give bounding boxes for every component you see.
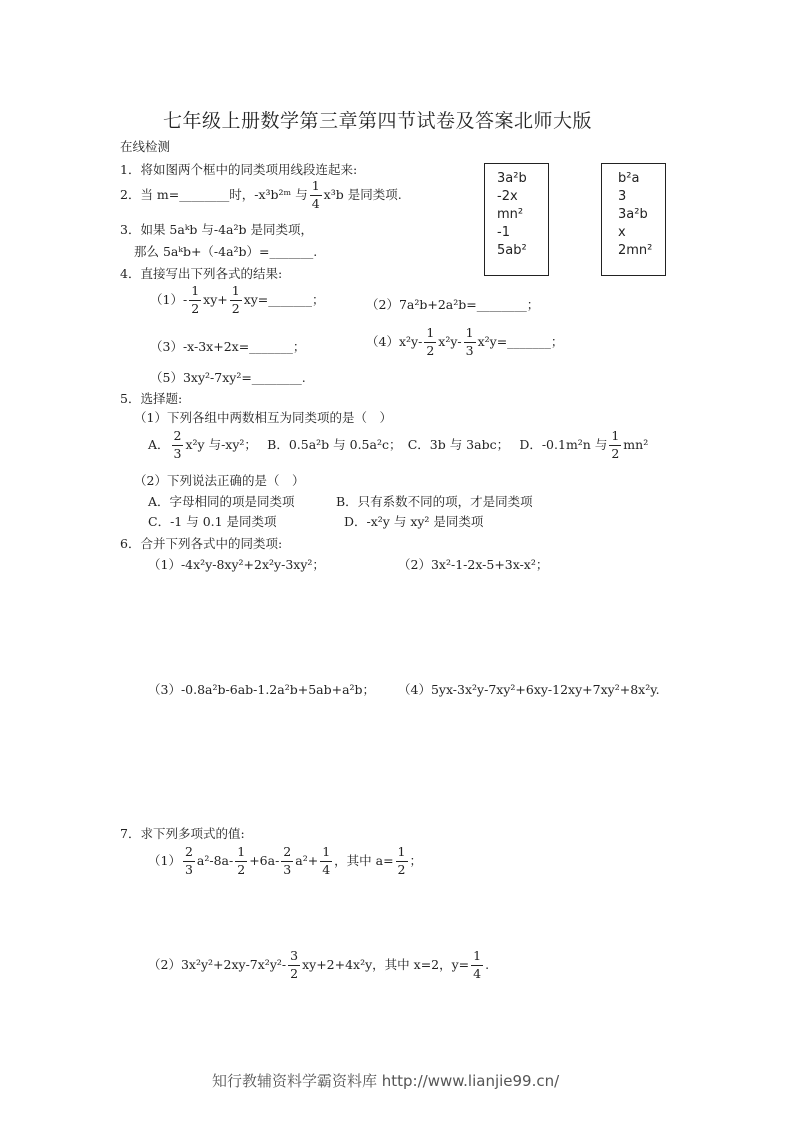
q5-sub-1-options: A． $\frac{2}{3}$ x²y 与-xy²； B．0.5a²b 与 0.5a²c； C．3b 与 3abc； D．-0.1m²n 与 $\frac{1}{2}$ mn²: [148, 428, 649, 461]
left-term: 5ab²: [497, 243, 527, 258]
left-term: -2x: [497, 189, 518, 204]
q2-text-a: 2．当 m=________时，-x³b²ᵐ 与: [120, 187, 308, 202]
question-6-head: 6．合并下列各式中的同类项:: [120, 536, 283, 551]
page-title: 七年级上册数学第三章第四节试卷及答案北师大版: [163, 110, 593, 132]
left-term: mn²: [497, 207, 524, 222]
left-term: -1: [497, 225, 510, 240]
q5-sub-2-option-b: B．只有系数不同的项，才是同类项: [336, 494, 533, 509]
fraction: $\frac{1}{2}$: [426, 325, 435, 358]
q4-part-1: （1）- $\frac{1}{2}$ xy+ $\frac{1}{2}$ xy=_______；: [150, 283, 325, 316]
right-term: 3a²b: [618, 207, 648, 222]
right-term-box: [601, 163, 666, 276]
q5-sub-2: （2）下列说法正确的是（ ）: [134, 473, 305, 488]
right-term: 3: [618, 189, 627, 204]
fraction: $\frac{2}{3}$: [173, 428, 182, 461]
q5-sub-2-option-a: A．字母相同的项是同类项: [148, 494, 295, 509]
right-term: 2mn²: [618, 243, 653, 258]
fraction: $\frac{2}{3}$: [184, 844, 193, 877]
fraction: $\frac{1}{2}$: [611, 428, 620, 461]
q6-part-1: （1）-4x²y-8xy²+2x²y-3xy²；: [148, 557, 325, 572]
right-term: x: [618, 225, 626, 240]
fraction: $\frac{1}{2}$: [191, 283, 200, 316]
q7-part-1: （1） $\frac{2}{3}$ a²-8a- $\frac{1}{2}$ +6a- $\frac{2}{3}$ a²+ $\frac{1}{4}$ ，其中 a= $\frac{1}{2}$ ；: [148, 844, 423, 877]
footer-watermark: 知行教辅资料学霸资料库 http://www.lianjie99.cn/: [212, 1072, 560, 1090]
question-2: [120, 180, 402, 210]
fraction: $\frac{3}{2}$: [290, 948, 299, 981]
fraction: $\frac{1}{4}$: [473, 948, 482, 981]
right-term: b²a: [618, 171, 640, 186]
q4-part-4: （4）x²y- $\frac{1}{2}$ x²y- $\frac{1}{3}$ x²y=_______；: [366, 325, 564, 358]
fraction: $\frac{1}{4}$: [311, 178, 320, 211]
q5-sub-1: （1）下列各组中两数相互为同类项的是（ ）: [134, 410, 392, 425]
q6-part-2: （2）3x²-1-2x-5+3x-x²；: [398, 557, 549, 572]
q4-part-2: （2）7a²b+2a²b=________；: [366, 297, 540, 312]
question-5-head: 5．选择题:: [120, 391, 183, 406]
question-7-head: 7．求下列多项式的值:: [120, 826, 245, 841]
left-term: 3a²b: [497, 171, 527, 186]
fraction: $\frac{1}{3}$: [465, 325, 474, 358]
q7-part-2: （2）3x²y²+2xy-7x²y²- $\frac{3}{2}$ xy+2+4x²y，其中 x=2，y= $\frac{1}{4}$ .: [148, 948, 490, 981]
fraction: $\frac{1}{2}$: [231, 283, 240, 316]
q5-sub-2-option-c: C．-1 与 0.1 是同类项: [148, 514, 277, 529]
q2-text-b: x³b 是同类项.: [323, 187, 402, 202]
question-4-head: 4．直接写出下列各式的结果:: [120, 266, 283, 281]
fraction: $\frac{1}{2}$: [237, 844, 246, 877]
q6-part-4: （4）5yx-3x²y-7xy²+6xy-12xy+7xy²+8x²y.: [398, 682, 660, 697]
section-label: 在线检测: [120, 139, 171, 154]
left-term-box: [484, 163, 549, 276]
fraction: $\frac{2}{3}$: [283, 844, 292, 877]
q4-part-3: （3）-x-3x+2x=_______；: [150, 339, 306, 354]
q4-part-5: （5）3xy²-7xy²=________.: [150, 370, 306, 385]
question-1: 1．将如图两个框中的同类项用线段连起来:: [120, 162, 358, 177]
q6-part-3: （3）-0.8a²b-6ab-1.2a²b+5ab+a²b；: [148, 682, 376, 697]
fraction: $\frac{1}{4}$: [322, 844, 331, 877]
fraction: $\frac{1}{2}$: [397, 844, 406, 877]
question-3-line1: 3．如果 5aᵏb 与-4a²b 是同类项，: [120, 222, 313, 237]
q5-sub-2-option-d: D．-x²y 与 xy² 是同类项: [344, 514, 484, 529]
question-3-line2: 那么 5aᵏb+（-4a²b）=_______.: [134, 244, 318, 259]
